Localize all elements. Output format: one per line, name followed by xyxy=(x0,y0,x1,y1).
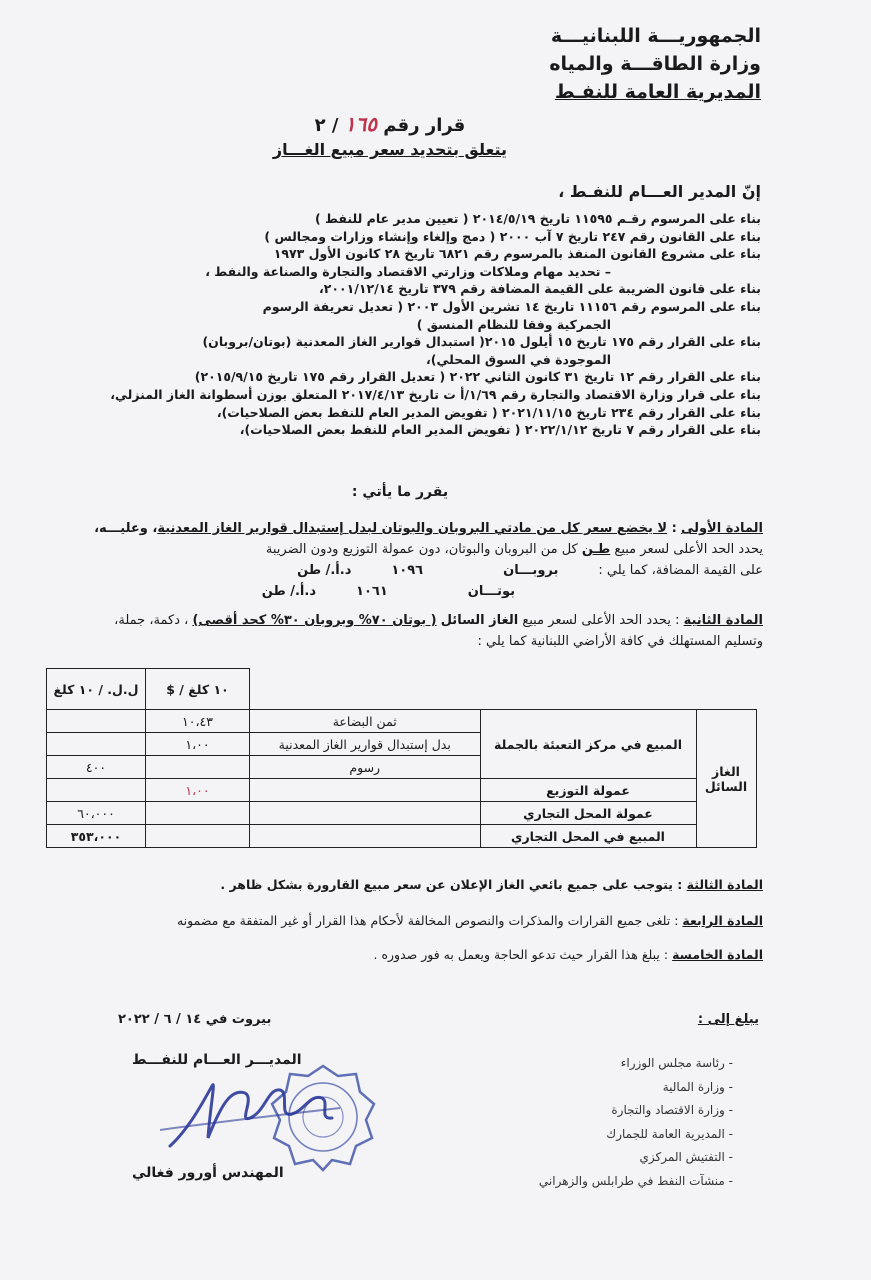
recipient-item: - المديرية العامة للجمارك xyxy=(539,1123,733,1147)
article-4-label: المادة الرابعة xyxy=(682,913,763,928)
article-1-line3: على القيمة المضافة، كما يلي : xyxy=(598,563,763,578)
letterhead xyxy=(549,22,761,106)
liquid-gas-word: الغاز السائل xyxy=(440,613,519,628)
legal-basis-list xyxy=(70,210,761,439)
article-2-label: المادة الثانية xyxy=(683,613,763,628)
article-2-text-b: ، دكمة، جملة، xyxy=(114,613,189,628)
basis-line: الجمركية وفقا للنظام المنسق ) xyxy=(416,316,611,332)
resolve-heading: يقرر ما يأتي : xyxy=(351,484,449,500)
row-label: رسوم xyxy=(250,756,481,779)
decision-subject: يتعلق بتحديد سعر مبيع الغـــاز xyxy=(272,140,508,159)
recipient-item: - وزارة الاقتصاد والتجارة xyxy=(539,1099,733,1123)
republic-line: الجمهوريـــة اللبنانيـــة xyxy=(550,25,761,47)
article-1-line2b: كل من البروبان والبوتان، دون عمولة التوزيع ودون الضريبة xyxy=(265,542,578,557)
basis-line: بناء على قرار وزارة الاقتصاد والتجارة رقم ١/٦٩/أ ت تاريخ ٢٠١٧/٤/١٣ المتعلق بوزن أسطوانة الغاز المنزلي، xyxy=(110,386,761,402)
director-title: المديـــر العـــام للنفـــط xyxy=(132,1052,302,1068)
ministry-line: وزارة الطاقـــة والمياه xyxy=(549,53,761,75)
cell-lbp: ٤٠٠ xyxy=(47,756,146,779)
butane-unit: د.أ./ طن xyxy=(261,584,317,599)
basis-line: بناء على القرار رقم ١٧٥ تاريخ ١٥ أيلول ٢٠١٥( استبدال قوارير الغاز المعدنية (بوتان/بروبان) xyxy=(202,334,761,350)
recipient-item: - وزارة المالية xyxy=(539,1076,733,1100)
directorate-line: المديرية العامة للنفـط xyxy=(554,81,761,103)
article-5 xyxy=(50,946,763,964)
cell-usd: ١٠،٤٣ xyxy=(146,710,250,733)
basis-line: بناء على مشروع القانون المنفذ بالمرسوم رقم ٦٨٢١ تاريخ ٢٨ كانون الأول ١٩٧٣ xyxy=(273,246,761,262)
ton-word: طـن xyxy=(581,542,611,557)
basis-line: – تحديد مهام وملاكات وزارتي الاقتصاد والتجارة والصناعة والنفط ، xyxy=(205,263,611,279)
article-4 xyxy=(50,912,763,930)
col-header-lbp: ل.ل. / ١٠ كلغ xyxy=(47,669,146,710)
decision-title xyxy=(250,112,530,159)
row-label: عمولة التوزيع xyxy=(480,779,696,802)
basis-line: بناء على القرار رقم ١٢ تاريخ ٣١ كانون الثاني ٢٠٢٢ ( تعديل القرار رقم ١٧٥ تاريخ ٢٠١٥/٩/١٥) xyxy=(194,369,761,385)
article-3 xyxy=(50,876,763,894)
propane-value: ١٠٩٦ xyxy=(391,563,424,578)
basis-line: بناء على قانون الضريبة على القيمة المضافة رقم ٣٧٩ تاريخ ٢٠٠١/١٢/١٤، xyxy=(319,281,761,297)
cell-usd: ١،٠٠ xyxy=(146,779,250,802)
cell-usd: ١،٠٠ xyxy=(146,733,250,756)
decision-suffix: / ٢ xyxy=(314,115,339,136)
article-1-text: لا يخضع سعر كل من مادتي البروبان والبوتان لبدل إستبدال قوارير الغاز المعدنية xyxy=(157,521,668,536)
article-3-text: : يتوجب على جميع بائعي الغاز الإعلان عن سعر مبيع القارورة بشكل ظاهر . xyxy=(220,877,683,892)
propane-unit: د.أ./ طن xyxy=(297,563,352,578)
signature-icon xyxy=(150,1068,350,1158)
propane-name: بروبـــان xyxy=(503,563,559,578)
basis-line: بناء على المرسوم رقم ١١١٥٦ تاريخ ١٤ تشرين الأول ٢٠٠٣ ( تعديل تعريفة الرسوم xyxy=(262,298,761,314)
cell-lbp: ٣٥٣،٠٠٠ xyxy=(47,825,146,848)
row-group-label: الغاز السائل xyxy=(696,710,756,848)
price-table xyxy=(46,668,757,848)
decision-number-handwritten: ١٦٥ xyxy=(344,112,378,136)
notify-label: يبلغ إلى : xyxy=(697,1012,759,1027)
recipient-item: - منشآت النفط في طرابلس والزهراني xyxy=(539,1170,733,1194)
basis-line: بناء على القرار رقم ٢٣٤ تاريخ ٢٠٢١/١١/١٥ ( تفويض المدير العام للنفط بعض الصلاحيات)، xyxy=(216,404,761,420)
article-3-label: المادة الثالثة xyxy=(686,877,763,892)
article-1-label: المادة الأولى xyxy=(680,521,763,536)
recipient-item: - التفتيش المركزي xyxy=(539,1146,733,1170)
recipient-item: - رئاسة مجلس الوزراء xyxy=(539,1052,733,1076)
row-label: المبيع في المحل التجاري xyxy=(480,825,696,848)
article-2-line2: وتسليم المستهلك في كافة الأراضي اللبنانية كما يلي : xyxy=(477,634,763,649)
wholesale-label: المبيع في مركز التعبئة بالجملة xyxy=(480,710,696,779)
basis-line: الموجودة في السوق المحلي)، xyxy=(425,351,611,367)
basis-line: بناء على القانون رقم ٢٤٧ تاريخ ٧ آب ٢٠٠٠ ( دمج وإلغاء وإنشاء وزارات ومجالس ) xyxy=(264,228,761,244)
article-1: المادة الأولى : لا يخضع سعر كل من مادتي البروبان والبوتان لبدل إستبدال قوارير الغاز المعدنية، وعليـــه، يحدد الحد الأعلى لسعر مبيع طـن كل من البروبان والبوتان، دون عمولة التوزيع ودون الضريبة على القيمة المضافة، كما يلي : بروبـــان ١٠٩٦ د.أ./ طن بوتـــان ١٠٦١ د.أ./ طن xyxy=(50,518,763,602)
cell-lbp: ٦٠،٠٠٠ xyxy=(47,802,146,825)
article-4-text: : تلغى جميع القرارات والمذكرات والنصوص المخالفة لأحكام هذا القرار أو غير المتفقة مع مضمونه xyxy=(176,913,679,928)
gas-mix: ( بوتان ٧٠% وبروبان ٣٠% كحد أقصى) xyxy=(192,613,437,628)
article-5-text: : يبلغ هذا القرار حيث تدعو الحاجة ويعمل به فور صدوره . xyxy=(373,947,669,962)
row-label: عمولة المحل التجاري xyxy=(480,802,696,825)
article-5-label: المادة الخامسة xyxy=(672,947,763,962)
decision-prefix: قرار رقم xyxy=(383,115,466,136)
article-1-line2a: يحدد الحد الأعلى لسعر مبيع xyxy=(614,542,763,557)
butane-value: ١٠٦١ xyxy=(356,584,388,599)
article-1-text-end: ، وعليـــه، xyxy=(94,521,158,536)
row-label: ثمن البضاعة xyxy=(250,710,481,733)
article-2-text-a: : يحدد الحد الأعلى لسعر مبيع xyxy=(522,613,680,628)
butane-name: بوتـــان xyxy=(467,584,515,599)
engineer-name: المهندس أورور فغالي xyxy=(132,1165,284,1181)
intro-line: إنّ المدير العـــام للنفـط ، xyxy=(558,182,761,201)
recipient-list xyxy=(539,1052,733,1193)
issue-date: بيروت في ١٤ / ٦ / ٢٠٢٢ xyxy=(118,1012,272,1027)
row-label: بدل إستبدال قوارير الغاز المعدنية xyxy=(250,733,481,756)
basis-line: بناء على المرسوم رقـم ١١٥٩٥ تاريخ ٢٠١٤/٥/١٩ ( تعيين مدير عام للنفط ) xyxy=(314,211,761,226)
basis-line: بناء على القرار رقم ٧ تاريخ ٢٠٢٢/١/١٢ ( تفويض المدير العام للنفط بعض الصلاحيات)، xyxy=(239,422,761,438)
article-2 xyxy=(50,610,763,652)
col-header-usd: $ / ١٠ كلغ xyxy=(146,669,250,710)
